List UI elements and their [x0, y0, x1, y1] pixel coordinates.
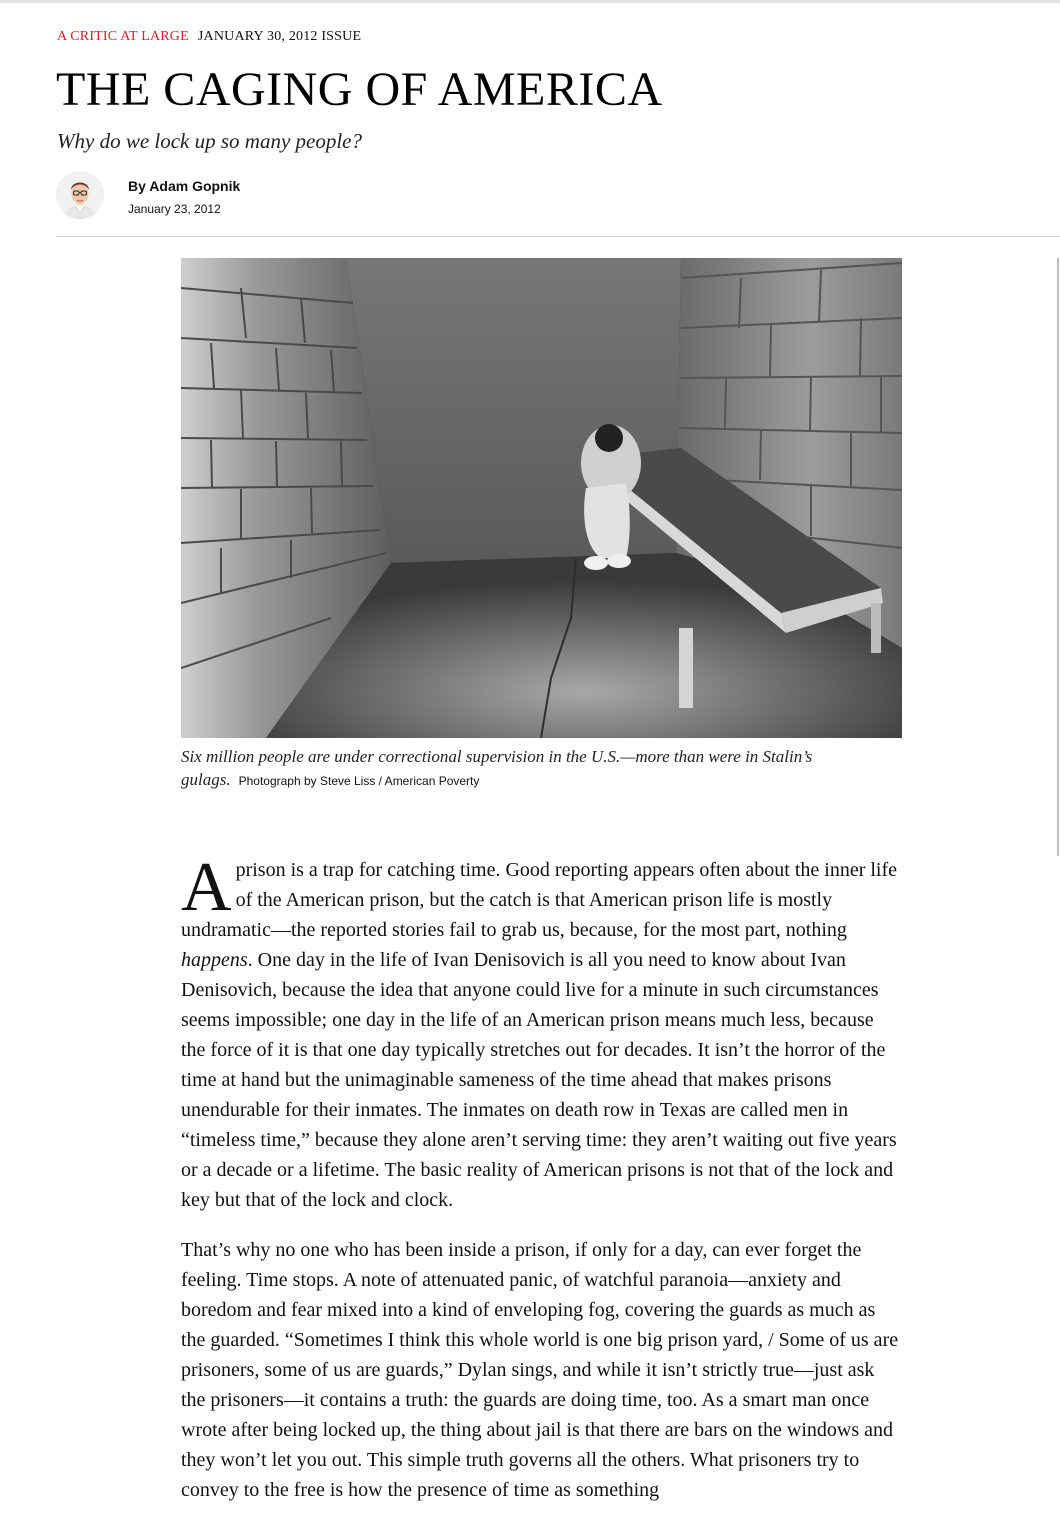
publish-date: January 23, 2012 [128, 202, 221, 216]
paragraph-text: prison is a trap for catching time. Good reporting appears often about the inner life of the American prison, but the catch is that American prison life is mostly undramatic—the reported stories fail to grab us, because, for the most part, nothing [181, 859, 898, 941]
author-avatar[interactable] [56, 171, 104, 219]
byline [128, 178, 240, 194]
article-dek: Why do we lock up so many people? [57, 129, 363, 153]
article-body [181, 849, 902, 1525]
scrollbar[interactable] [1057, 258, 1059, 856]
photo-caption [181, 745, 821, 793]
rubric [57, 29, 361, 45]
article-paragraph [181, 849, 902, 1215]
section-link[interactable]: A CRITIC AT LARGE [57, 29, 189, 44]
article-photo [181, 258, 902, 738]
top-border [0, 0, 1060, 3]
paragraph-text: . One day in the life of Ivan Denisovich is all you need to know about Ivan Denisovich, because the idea that anyone could live for a minute in such circumstances seems impossible; one day in the life of an American prison means much less, because the force of it is that one day typically stretches out for decades. It isn’t the horror of the time at hand but the unimaginable sameness of the time ahead that makes prisons unendurable for their inmates. The inmates on death row in Texas are called men in “timeless time,” because they alone aren’t serving time: they aren’t waiting out five years or a decade or a lifetime. The basic reality of American prisons is not that of the lock and key but that of the lock and clock. [181, 949, 897, 1211]
article-paragraph: That’s why no one who has been inside a prison, if only for a day, can ever forget the feeling. Time stops. A note of attenuated panic, of watchful paranoia—anxiety and boredom and fear mixed into a kind of enveloping fog, covering the guards as much as the guarded. “Sometimes I think this whole world is one big prison yard, / Some of us are prisoners, some of us are guards,” Dylan sings, and while it isn’t strictly true—just ask the prisoners—it contains a truth: the guards are doing time, too. As a smart man once wrote after being locked up, the thing about jail is that there are bars on the windows and they won’t let you out. This simple truth governs all the others. What prisoners try to convey to the free is how the presence of time as something [181, 1239, 899, 1501]
header-divider [56, 236, 1060, 237]
issue-link[interactable]: JANUARY 30, 2012 ISSUE [197, 29, 362, 44]
author-link[interactable]: Adam Gopnik [149, 178, 241, 194]
drop-cap: A [181, 849, 232, 926]
caption-text: Six million people are under correctional supervision in the U.S.—more than were in Stalin’s gulags. [181, 747, 813, 789]
article-headline: THE CAGING OF AMERICA [56, 63, 663, 116]
byline-prefix: By [128, 178, 146, 194]
emphasis-text: happens [181, 949, 248, 971]
photo-credit: Photograph by Steve Liss / American Poverty [238, 774, 480, 788]
